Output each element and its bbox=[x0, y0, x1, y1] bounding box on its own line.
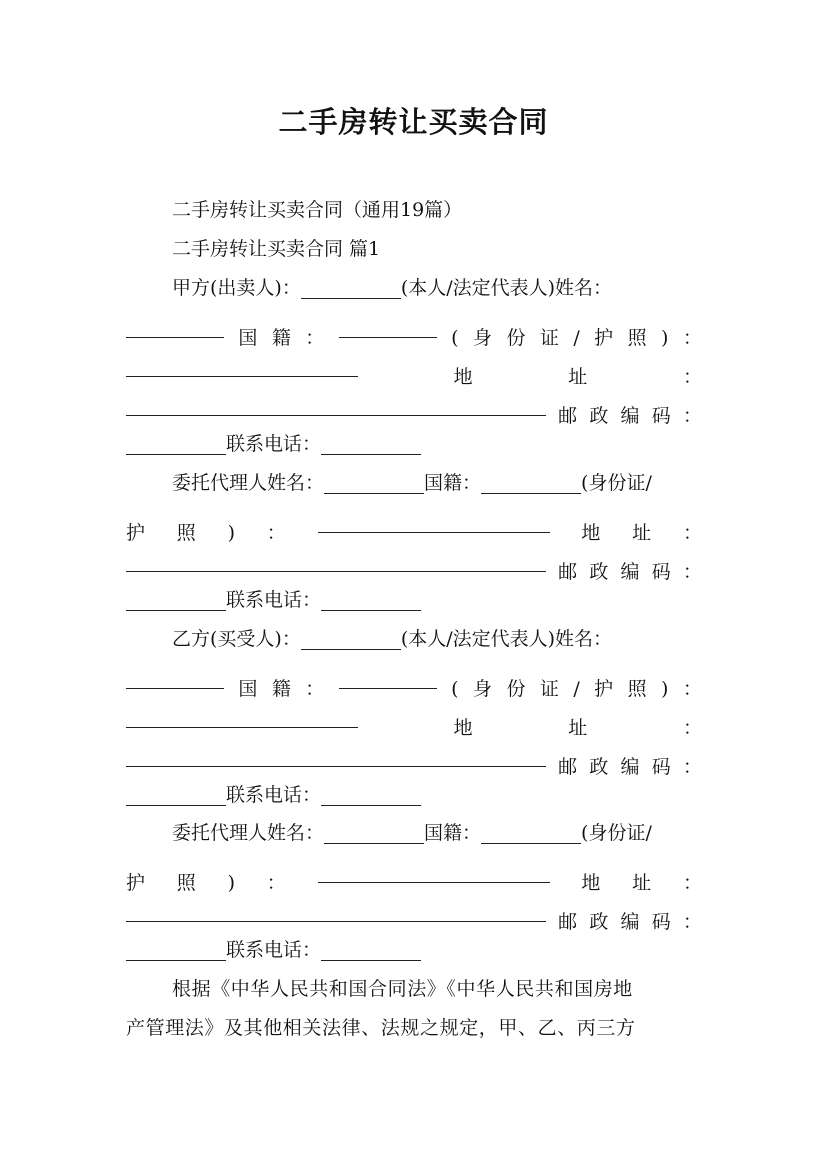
b-agent-post-blank bbox=[126, 927, 226, 961]
id-char-4: 护 bbox=[594, 327, 614, 349]
id-char-5: 照 bbox=[627, 327, 647, 349]
seller-rep-label: (本人/法定代表人)姓名： bbox=[400, 277, 613, 299]
buyer-id-blank bbox=[126, 694, 358, 728]
b-id-colon: ： bbox=[682, 678, 702, 700]
basis-line-1 bbox=[126, 972, 748, 1006]
b-agent-nat-label: 国籍： bbox=[424, 822, 482, 844]
section-heading bbox=[126, 232, 748, 266]
id-char-3: 证 bbox=[539, 327, 559, 349]
addr-char-1: 地 bbox=[453, 366, 473, 388]
b-addr-char-2: 址 bbox=[568, 717, 588, 739]
b-agent-id-char-1: 护 bbox=[126, 872, 146, 894]
b-id-paren-open: ( bbox=[451, 678, 459, 700]
subtitle-text: 二手房转让买卖合同（通用19篇） bbox=[172, 199, 463, 221]
seller-address-line bbox=[126, 349, 702, 388]
nat-colon: ： bbox=[305, 327, 325, 349]
subtitle-line bbox=[126, 193, 748, 227]
agent-nat-label: 国籍： bbox=[424, 472, 482, 494]
agent-id-char-1: 护 bbox=[126, 522, 146, 544]
seller-phone-blank bbox=[321, 421, 421, 455]
id-paren-open: ( bbox=[451, 327, 459, 349]
buyer-name-blank bbox=[126, 655, 224, 689]
b-agent-phone-blank bbox=[321, 927, 421, 961]
b-id-char-5: 照 bbox=[627, 678, 647, 700]
b-agent-phone-label: 联系电话： bbox=[226, 939, 322, 961]
nat-char-1: 国 bbox=[238, 327, 258, 349]
b-nat-char-2: 籍 bbox=[271, 678, 291, 700]
b-post-colon: ： bbox=[682, 756, 702, 778]
b-post-char-2: 政 bbox=[589, 756, 609, 778]
b-id-paren-close: ) bbox=[661, 678, 669, 700]
agent-id-label: (身份证/ bbox=[581, 472, 652, 494]
seller-name-line bbox=[126, 271, 748, 305]
b-agent-id-colon: ： bbox=[266, 872, 286, 894]
basis-text-2: 产管理法》及其他相关法律、法规之规定，甲、乙、丙三方 bbox=[126, 1017, 636, 1039]
buyer-addr-blank bbox=[126, 733, 546, 767]
b-agent-addr-char-1: 地 bbox=[581, 872, 601, 894]
b-addr-colon: ： bbox=[682, 717, 702, 739]
agent-name-blank bbox=[324, 460, 424, 494]
buyer-agent-id-line bbox=[126, 855, 702, 894]
buyer-agent-postcode-line bbox=[126, 894, 702, 933]
b-agent-addr-char-2: 址 bbox=[632, 872, 652, 894]
seller-blank bbox=[301, 265, 401, 299]
b-agent-id-blank bbox=[318, 849, 550, 883]
buyer-address-line bbox=[126, 700, 702, 739]
agent-post-char-2: 政 bbox=[589, 561, 609, 583]
b-id-char-1: 身 bbox=[473, 678, 493, 700]
buyer-post-blank bbox=[126, 772, 226, 806]
agent-post-char-1: 邮 bbox=[558, 561, 578, 583]
agent-id-colon: ： bbox=[266, 522, 286, 544]
agent-id-blank bbox=[318, 499, 550, 533]
agent-nat-blank bbox=[481, 460, 581, 494]
buyer-agent-line bbox=[126, 816, 748, 850]
buyer-postcode-line bbox=[126, 739, 702, 778]
seller-agent-phone-line bbox=[126, 583, 702, 617]
phone-label: 联系电话： bbox=[226, 433, 322, 455]
agent-phone-label: 联系电话： bbox=[226, 589, 322, 611]
post-char-4: 码 bbox=[651, 405, 671, 427]
nat-char-2: 籍 bbox=[271, 327, 291, 349]
section-heading-text: 二手房转让买卖合同 篇1 bbox=[172, 238, 381, 260]
buyer-nat-blank bbox=[339, 655, 437, 689]
agent-addr-colon: ： bbox=[682, 522, 702, 544]
agent-id-char-3: ) bbox=[227, 522, 236, 544]
id-char-2: 份 bbox=[506, 327, 526, 349]
post-char-1: 邮 bbox=[558, 405, 578, 427]
seller-phone-line bbox=[126, 427, 702, 461]
page-title: 二手房转让买卖合同 bbox=[278, 105, 549, 139]
buyer-rep-label: (本人/法定代表人)姓名： bbox=[400, 628, 613, 650]
seller-agent-postcode-line bbox=[126, 544, 702, 583]
buyer-nationality-line bbox=[126, 661, 702, 700]
b-id-char-2: 份 bbox=[506, 678, 526, 700]
buyer-name-line bbox=[126, 622, 748, 656]
b-agent-name-blank bbox=[324, 810, 424, 844]
b-agent-name-label: 委托代理人姓名： bbox=[172, 822, 325, 844]
agent-addr-blank bbox=[126, 538, 546, 572]
seller-label: 甲方(出卖人)： bbox=[172, 277, 301, 299]
agent-post-blank bbox=[126, 577, 226, 611]
seller-id-blank bbox=[126, 343, 358, 377]
b-agent-addr-blank bbox=[126, 888, 546, 922]
seller-addr-blank bbox=[126, 382, 546, 416]
b-agent-post-char-2: 政 bbox=[589, 911, 609, 933]
b-post-char-1: 邮 bbox=[558, 756, 578, 778]
buyer-blank bbox=[301, 616, 401, 650]
addr-char-2: 址 bbox=[568, 366, 588, 388]
seller-nationality-line bbox=[126, 310, 702, 349]
id-slash: / bbox=[573, 327, 580, 349]
b-agent-post-char-1: 邮 bbox=[558, 911, 578, 933]
buyer-label: 乙方(买受人)： bbox=[172, 628, 301, 650]
b-agent-post-colon: ： bbox=[682, 911, 702, 933]
b-agent-id-char-3: ) bbox=[227, 872, 236, 894]
id-char-1: 身 bbox=[473, 327, 493, 349]
b-nat-colon: ： bbox=[305, 678, 325, 700]
buyer-phone-blank bbox=[321, 772, 421, 806]
b-id-slash: / bbox=[573, 678, 580, 700]
seller-post-blank bbox=[126, 421, 226, 455]
b-phone-label: 联系电话： bbox=[226, 784, 322, 806]
agent-post-colon: ： bbox=[682, 561, 702, 583]
buyer-phone-line bbox=[126, 778, 702, 812]
agent-name-label: 委托代理人姓名： bbox=[172, 472, 325, 494]
b-id-char-3: 证 bbox=[539, 678, 559, 700]
id-paren-close: ) bbox=[661, 327, 669, 349]
addr-colon: ： bbox=[682, 366, 702, 388]
post-colon: ： bbox=[682, 405, 702, 427]
buyer-agent-phone-line bbox=[126, 933, 702, 967]
b-id-char-4: 护 bbox=[594, 678, 614, 700]
agent-post-char-4: 码 bbox=[651, 561, 671, 583]
b-agent-post-char-3: 编 bbox=[620, 911, 640, 933]
b-addr-char-1: 地 bbox=[453, 717, 473, 739]
agent-addr-char-2: 址 bbox=[632, 522, 652, 544]
b-post-char-4: 码 bbox=[651, 756, 671, 778]
agent-id-char-2: 照 bbox=[176, 522, 196, 544]
agent-addr-char-1: 地 bbox=[581, 522, 601, 544]
seller-postcode-line bbox=[126, 388, 702, 427]
basis-line-2 bbox=[126, 1011, 702, 1045]
b-agent-nat-blank bbox=[481, 810, 581, 844]
b-agent-id-char-2: 照 bbox=[176, 872, 196, 894]
b-agent-addr-colon: ： bbox=[682, 872, 702, 894]
seller-nat-blank bbox=[339, 304, 437, 338]
post-char-3: 编 bbox=[620, 405, 640, 427]
agent-phone-blank bbox=[321, 577, 421, 611]
agent-post-char-3: 编 bbox=[620, 561, 640, 583]
basis-text-1: 根据《中华人民共和国合同法》《中华人民共和国房地 bbox=[172, 978, 633, 1000]
b-agent-post-char-4: 码 bbox=[651, 911, 671, 933]
seller-agent-id-line bbox=[126, 505, 702, 544]
seller-name-blank bbox=[126, 304, 224, 338]
post-char-2: 政 bbox=[589, 405, 609, 427]
b-nat-char-1: 国 bbox=[238, 678, 258, 700]
b-post-char-3: 编 bbox=[620, 756, 640, 778]
seller-agent-line bbox=[126, 466, 748, 500]
b-agent-id-label: (身份证/ bbox=[581, 822, 652, 844]
id-colon: ： bbox=[682, 327, 702, 349]
